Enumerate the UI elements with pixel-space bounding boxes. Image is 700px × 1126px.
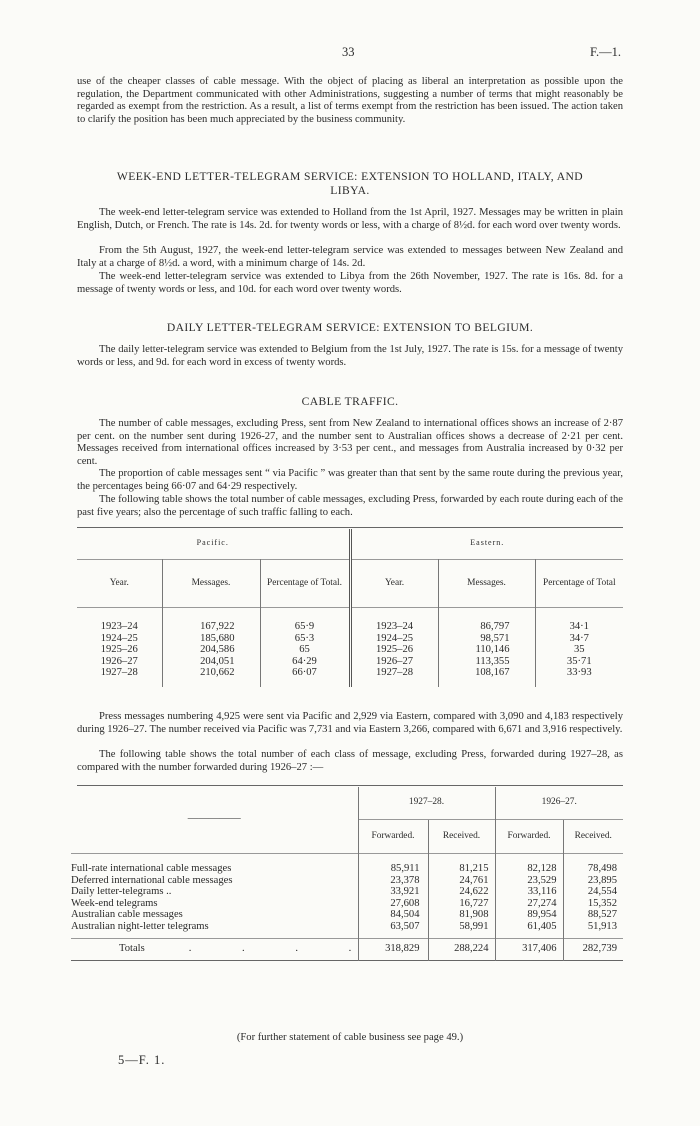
route-group-pacific: Pacific.	[196, 538, 229, 548]
class-table-top-rule	[77, 785, 623, 786]
class-received-a: 81,908	[428, 909, 495, 921]
class-received-b: 51,913	[563, 921, 623, 933]
class-year-a: 1927–28.	[358, 787, 495, 819]
route-percentage-pacific: 65	[260, 644, 350, 656]
route-col-percentage-pacific: Percentage of Total.	[260, 559, 350, 607]
class-received-a: 81,215	[428, 863, 495, 875]
route-percentage-pacific: 65·9	[260, 621, 350, 633]
route-percentage-eastern: 34·7	[535, 633, 623, 645]
weekend-paragraph-italy: From the 5th August, 1927, the week-end letter-telegram service was extended to messages between New Zealand and Italy at a charge of 8½d. a word, with a minimum charge of 14s. 2d.	[77, 245, 623, 269]
route-table-row	[77, 633, 623, 645]
route-percentage-eastern: 35·71	[535, 656, 623, 668]
route-group-eastern: Eastern.	[350, 529, 623, 559]
footnote: (For further statement of cable business see page 49.)	[236, 1032, 464, 1043]
class-table-stub: —————	[187, 813, 241, 825]
class-col-forwarded-a: Forwarded.	[358, 819, 428, 853]
class-forwarded-b: 82,128	[495, 863, 563, 875]
route-year-pacific: 1924–25	[100, 632, 138, 644]
route-year-pacific: 1926–27	[100, 655, 138, 667]
route-col-messages-pacific: Messages.	[162, 559, 260, 607]
route-messages-eastern: 86,797	[438, 621, 535, 633]
page-number: 33	[342, 45, 355, 59]
route-table	[77, 529, 623, 687]
class-table-row	[71, 886, 623, 898]
press-paragraph-2: The following table shows the total number of each class of message, excluding Press, forwarded during 1927–28, as compared with the number forwarded during 1926–27 :—	[77, 749, 623, 773]
route-messages-pacific: 204,051	[162, 656, 260, 668]
route-messages-pacific: 167,922	[162, 621, 260, 633]
route-year-eastern: 1925–26	[350, 644, 438, 656]
cable-paragraph-1: The number of cable messages, excluding Press, sent from New Zealand to international offices shows an increase of 2·87 per cent. on the number sent during 1926-27, and the number sent to Australian offices shows a decrease of 2·21 per cent. Messages received from international offices increased by 3·53 per cent., and messages from Australia increased by 0·32 per cent.	[77, 418, 623, 467]
cable-paragraph-2: The proportion of cable messages sent “ via Pacific ” was greater than that sent by the same route during the previous year, the percentages being 66·07 and 64·29 respectively.	[77, 468, 623, 492]
class-col-received-b: Received.	[563, 819, 623, 853]
route-percentage-eastern: 35	[535, 644, 623, 656]
route-year-eastern: 1927–28	[350, 667, 438, 679]
route-col-percentage-eastern: Percentage of Total	[535, 559, 623, 607]
class-row-label: Week-end telegrams	[71, 897, 158, 909]
class-forwarded-b: 33,116	[495, 886, 563, 898]
cable-paragraph-3: The following table shows the total number of cable messages, excluding Press, forwarded by each route during each of the past five years; also the percentage of such traffic falling to each.	[77, 494, 623, 518]
class-table-row	[71, 863, 623, 875]
weekend-heading-line1: WEEK-END LETTER-TELEGRAM SERVICE: EXTENSION TO HOLLAND, ITALY, AND	[116, 170, 584, 183]
class-forwarded-a: 84,504	[358, 909, 428, 921]
class-forwarded-a: 63,507	[358, 921, 428, 933]
class-received-b: 15,352	[563, 898, 623, 910]
route-messages-eastern: 110,146	[438, 644, 535, 656]
class-received-b: 78,498	[563, 863, 623, 875]
route-year-pacific: 1923–24	[100, 621, 138, 632]
class-received-a: 24,761	[428, 875, 495, 887]
class-row-label: Australian night-letter telegrams	[71, 920, 209, 932]
route-percentage-pacific: 66·07	[260, 667, 350, 679]
route-percentage-pacific: 64·29	[260, 656, 350, 668]
route-year-pacific: 1927–28	[100, 667, 138, 679]
class-forwarded-a: 27,608	[358, 898, 428, 910]
class-table	[71, 787, 623, 961]
class-total-received-a: 288,224	[428, 939, 495, 961]
route-table-row	[77, 656, 623, 668]
route-year-eastern: 1924–25	[350, 633, 438, 645]
class-row-label: Australian cable messages	[71, 909, 183, 921]
class-table-row	[71, 921, 623, 933]
class-forwarded-b: 27,274	[495, 898, 563, 910]
daily-paragraph: The daily letter-telegram service was extended to Belgium from the 1st July, 1927. The rate is 15s. for a message of twenty words or less, and 9d. for each word in excess of twenty words.	[77, 344, 623, 368]
page-reference: F.—1.	[590, 45, 621, 59]
route-col-year-eastern: Year.	[350, 559, 438, 607]
class-forwarded-b: 61,405	[495, 921, 563, 933]
class-table-row	[71, 875, 623, 887]
route-col-year-pacific: Year.	[109, 577, 129, 588]
route-table-top-rule	[77, 527, 623, 528]
class-total-forwarded-a: 318,829	[358, 939, 428, 961]
route-percentage-eastern: 33·93	[535, 667, 623, 679]
route-table-row	[77, 667, 623, 679]
class-total-forwarded-b: 317,406	[495, 939, 563, 961]
route-messages-pacific: 210,662	[162, 667, 260, 679]
route-percentage-eastern: 34·1	[535, 621, 623, 633]
class-year-b: 1926–27.	[495, 787, 623, 819]
route-table-row	[77, 621, 623, 633]
route-messages-pacific: 185,680	[162, 633, 260, 645]
class-forwarded-b: 23,529	[495, 875, 563, 887]
class-forwarded-b: 89,954	[495, 909, 563, 921]
signature-mark: 5—F. 1.	[118, 1053, 166, 1067]
route-percentage-pacific: 65·3	[260, 633, 350, 645]
class-totals-label: Totals . . . .	[119, 943, 376, 955]
cable-heading: CABLE TRAFFIC.	[301, 395, 399, 408]
route-messages-pacific: 204,586	[162, 644, 260, 656]
class-received-b: 23,895	[563, 875, 623, 887]
class-received-a: 58,991	[428, 921, 495, 933]
route-year-eastern: 1923–24	[350, 621, 438, 633]
daily-heading: DAILY LETTER-TELEGRAM SERVICE: EXTENSION TO BELGIUM.	[166, 321, 534, 334]
route-col-messages-eastern: Messages.	[438, 559, 535, 607]
class-table-row	[71, 898, 623, 910]
class-table-row	[71, 909, 623, 921]
class-received-b: 88,527	[563, 909, 623, 921]
route-year-eastern: 1926–27	[350, 656, 438, 668]
route-year-pacific: 1925–26	[100, 644, 138, 656]
weekend-paragraph-libya: The week-end letter-telegram service was extended to Libya from the 26th November, 1927. The rate is 16s. 8d. for a message of twenty words or less, and 10d. for each word over twenty words.	[77, 271, 623, 295]
class-row-label: Daily letter-telegrams ..	[71, 886, 172, 898]
class-forwarded-a: 33,921	[358, 886, 428, 898]
route-table-row	[77, 644, 623, 656]
intro-paragraph: use of the cheaper classes of cable message. With the object of placing as liberal an interpretation as possible upon the regulation, the Department communicated with other Administrations, suggesting a number of terms that might reasonably be regarded as exempt from the restriction. As a result, a list of terms exempt from the restriction has been issued. The action taken to clarify the position has been much appreciated by the business community.	[77, 76, 623, 125]
route-messages-eastern: 108,167	[438, 667, 535, 679]
class-col-forwarded-b: Forwarded.	[495, 819, 563, 853]
weekend-heading-line2: LIBYA.	[330, 184, 370, 197]
press-paragraph-1: Press messages numbering 4,925 were sent via Pacific and 2,929 via Eastern, compared with 3,090 and 4,183 respectively during 1926–27. The number received via Pacific was 7,731 and via Eastern 3,266, compared with 6,671 and 3,916 respectively.	[77, 711, 623, 735]
class-col-received-a: Received.	[428, 819, 495, 853]
class-total-received-b: 282,739	[563, 939, 623, 961]
class-received-a: 16,727	[428, 898, 495, 910]
class-received-b: 24,554	[563, 886, 623, 898]
route-messages-eastern: 113,355	[438, 656, 535, 668]
class-forwarded-a: 23,378	[358, 875, 428, 887]
route-messages-eastern: 98,571	[438, 633, 535, 645]
weekend-paragraph-holland: The week-end letter-telegram service was extended to Holland from the 1st April, 1927. Messages may be written in plain English, Dutch, or French. The rate is 14s. 2d. for twenty words or less, with a charge of 8½d. for each word over twenty words.	[77, 207, 623, 231]
class-row-label: Full-rate international cable messages	[71, 863, 232, 874]
class-forwarded-a: 85,911	[358, 863, 428, 875]
class-row-label: Deferred international cable messages	[71, 874, 233, 886]
class-received-a: 24,622	[428, 886, 495, 898]
